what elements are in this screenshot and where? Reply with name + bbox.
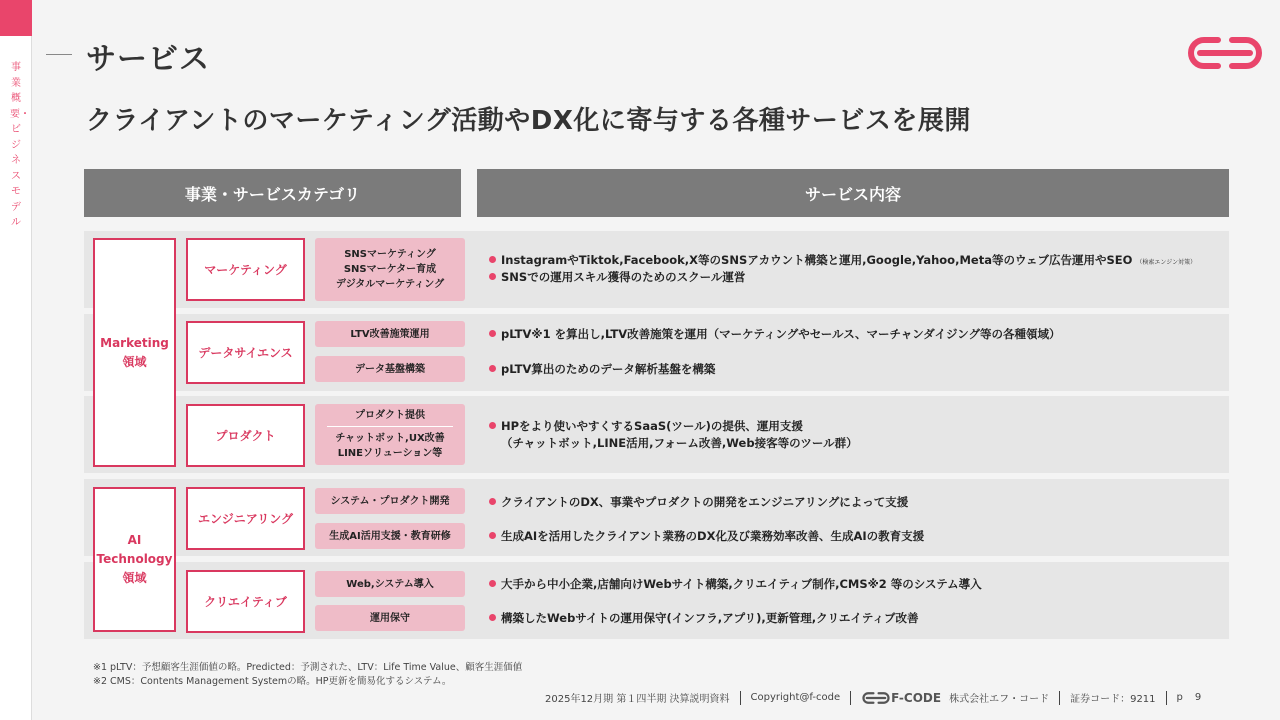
footer-separator xyxy=(850,691,851,705)
page-subtitle: クライアントのマーケティング活動やDX化に寄与する各種サービスを展開 xyxy=(86,106,971,136)
desc-creative-2 xyxy=(489,610,919,626)
domain-ai-technology xyxy=(93,487,176,632)
footer-copyright: Copyright@f-code xyxy=(750,692,841,703)
pill-line: SNSマーケター育成 xyxy=(343,264,437,275)
bullet-icon xyxy=(489,256,496,263)
service-pill-ltv: LTV改善施策運用 xyxy=(315,321,465,347)
pill-line: SNSマーケティング xyxy=(344,249,436,260)
desc-engineering-1 xyxy=(489,494,908,510)
desc-text: 構築したWebサイトの運用保守(インフラ,アプリ),更新管理,クリエイティブ改善 xyxy=(501,611,919,625)
bullet-icon xyxy=(489,614,496,621)
desc-text: 大手から中小企業,店舗向けWebサイト構築,クリエイティブ制作,CMS※2 等のシステム導入 xyxy=(501,577,982,591)
footer-separator xyxy=(1166,691,1167,705)
service-pill-gen-ai: 生成AI活用支援・教育研修 xyxy=(315,523,465,549)
domain-ai-line2: Technology xyxy=(96,552,173,566)
desc-text: InstagramやTiktok,Facebook,X等のSNSアカウント構築と運用,Google,Yahoo,Meta等のウェブ広告運用やSEO xyxy=(501,253,1133,267)
title-rule xyxy=(46,54,72,55)
service-pill-marketing xyxy=(315,238,465,301)
footer-security-code: 証券コード：9211 xyxy=(1070,694,1156,705)
sidebar-section-label: 事業概要・ビジネスモデル xyxy=(10,62,30,228)
footer-company: 株式会社エフ・コード xyxy=(949,694,1050,705)
pill-line: デジタルマーケティング xyxy=(335,279,445,290)
desc-text: SNSでの運用スキル獲得のためのスクール運営 xyxy=(501,270,746,284)
bullet-icon xyxy=(489,580,496,587)
pill-divider xyxy=(327,426,453,427)
sidebar xyxy=(0,0,32,720)
service-pill-maintenance: 運用保守 xyxy=(315,605,465,631)
desc-marketing-2 xyxy=(489,269,745,285)
desc-text: pLTV算出のためのデータ解析基盤を構築 xyxy=(501,362,716,376)
service-pill-data-platform: データ基盤構築 xyxy=(315,356,465,382)
table-header-category: 事業・サービスカテゴリ xyxy=(84,169,461,217)
desc-creative-1 xyxy=(489,576,982,592)
bullet-icon xyxy=(489,498,496,505)
footer xyxy=(545,690,1201,705)
desc-engineering-2 xyxy=(489,528,924,544)
bullet-icon xyxy=(489,330,496,337)
domain-marketing-line2: 領域 xyxy=(122,354,147,369)
footer-page-prefix: p xyxy=(1176,692,1183,703)
pill-line: LINEソリューション等 xyxy=(337,448,443,459)
footer-separator xyxy=(1059,691,1060,705)
footer-logo-text: F-CODE xyxy=(891,690,942,705)
domain-marketing xyxy=(93,238,176,467)
service-pill-system-dev: システム・プロダクト開発 xyxy=(315,488,465,514)
sidebar-accent-block xyxy=(0,0,32,36)
category-marketing: マーケティング xyxy=(186,238,305,301)
desc-data-science-1 xyxy=(489,326,1061,342)
desc-note: （検索エンジン対策） xyxy=(1136,259,1197,266)
category-product: プロダクト xyxy=(186,404,305,467)
domain-ai-line3: 領域 xyxy=(122,571,147,585)
category-creative: クリエイティブ xyxy=(186,570,305,633)
desc-product-2: （チャットボット,LINE活用,フォーム改善,Web接客等のツール群） xyxy=(501,436,858,450)
desc-data-science-2 xyxy=(489,361,715,377)
desc-text: HPをより使いやすくするSaaS(ツール)の提供、運用支援 xyxy=(501,419,803,433)
company-logo-icon xyxy=(1186,34,1264,72)
footnote-pltv: ※1 pLTV：予想顧客生涯価値の略。Predicted：予測された、LTV：Life Time Value、顧客生涯価値 xyxy=(93,662,523,673)
page-title: サービス xyxy=(86,42,210,77)
bullet-icon xyxy=(489,532,496,539)
footer-separator xyxy=(740,691,741,705)
category-engineering: エンジニアリング xyxy=(186,487,305,550)
desc-text: pLTV※1 を算出し,LTV改善施策を運用（マーケティングやセールス、マーチャンダイジング等の各種領域） xyxy=(501,327,1061,341)
service-pill-web-system: Web,システム導入 xyxy=(315,571,465,597)
desc-product-1 xyxy=(489,418,803,434)
bullet-icon xyxy=(489,365,496,372)
footer-page-number: 9 xyxy=(1194,692,1202,703)
footer-logo xyxy=(861,691,941,705)
bullet-icon xyxy=(489,422,496,429)
service-pill-product xyxy=(315,404,465,465)
footer-logo-icon xyxy=(861,691,891,705)
pill-line: プロダクト提供 xyxy=(355,410,425,421)
pill-line: チャットボット,UX改善 xyxy=(335,433,445,444)
domain-ai-line1: AI xyxy=(127,533,142,547)
domain-marketing-line1: Marketing xyxy=(100,335,169,350)
footer-period: 2025年12月期 第１四半期 決算説明資料 xyxy=(545,694,730,705)
category-data-science: データサイエンス xyxy=(186,321,305,384)
desc-text: クライアントのDX、事業やプロダクトの開発をエンジニアリングによって支援 xyxy=(501,495,909,509)
footnote-cms: ※2 CMS：Contents Management Systemの略。HP更新を簡易化するシステム。 xyxy=(93,676,452,687)
desc-text: 生成AIを活用したクライアント業務のDX化及び業務効率改善、生成AIの教育支援 xyxy=(501,529,925,543)
bullet-icon xyxy=(489,273,496,280)
table-header-content: サービス内容 xyxy=(477,169,1229,217)
